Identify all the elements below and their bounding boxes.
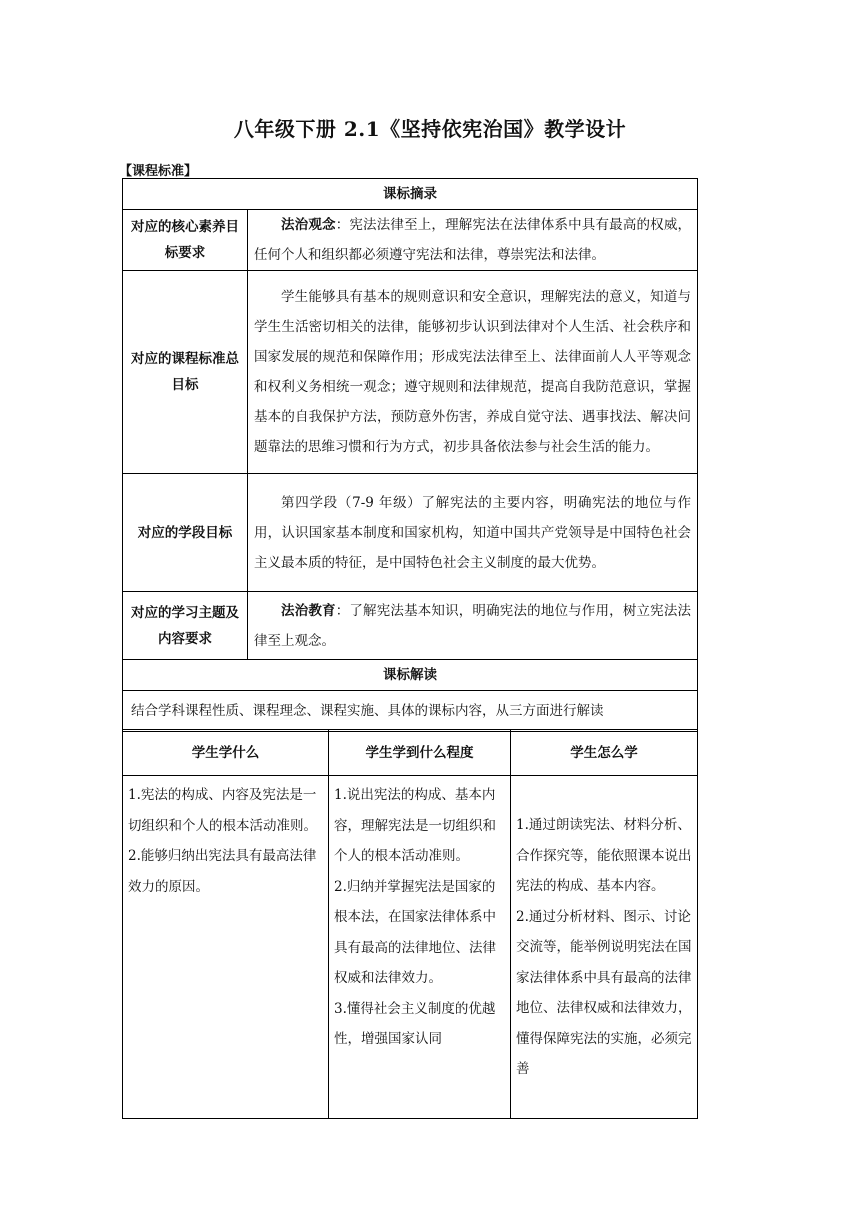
interpretation-columns-table [122, 729, 698, 1119]
list-item: 1.宪法的构成、内容及宪法是一切组织和个人的根本活动准则。 [128, 787, 317, 834]
list-item: 2.归纳并掌握宪法是国家的根本法，在国家法律体系中具有最高的法律地位、法律权威和法律效力。 [334, 878, 496, 986]
row-label-learning-theme: 对应的学习主题及内容要求 [123, 592, 248, 660]
row-content-stage-goal [248, 474, 698, 592]
row-content-overall-goal [248, 271, 698, 474]
bold-lead: 法治教育 [281, 602, 336, 619]
standards-excerpt-table [122, 178, 698, 732]
column-how-content [511, 776, 698, 1119]
row-content-core-literacy [248, 210, 698, 271]
row-text: 第四学段（7-9 年级）了解宪法的主要内容，明确宪法的地位与作用，认识国家基本制度和国家机构，知道中国共产党领导是中国特色社会主义最本质的特征，是中国特色社会主义制度的最大优势。 [254, 494, 691, 571]
bold-lead: 法治观念 [281, 217, 336, 233]
list-item: 2.能够归纳出宪法具有最高法律效力的原因。 [128, 848, 317, 895]
row-label-stage-goal: 对应的学段目标 [123, 474, 248, 592]
column-header-what: 学生学什么 [123, 730, 329, 776]
column-degree-content [329, 776, 511, 1119]
column-header-degree: 学生学到什么程度 [329, 730, 511, 776]
row-text: ：了解宪法基本知识，明确宪法的地位与作用，树立宪法法律至上观念。 [254, 602, 692, 649]
row-text: ：宪法法律至上，理解宪法在法律体系中具有最高的权威，任何个人和组织都必须遵守宪法和法律，尊崇宪法和法律。 [254, 217, 692, 263]
list-item: 1.说出宪法的构成、基本内容，理解宪法是一切组织和个人的根本活动准则。 [334, 787, 496, 864]
column-what-content [123, 776, 329, 1119]
row-label-core-literacy: 对应的核心素养目标要求 [123, 210, 248, 271]
excerpt-header: 课标摘录 [123, 179, 698, 210]
row-text: 学生能够具有基本的规则意识和安全意识，理解宪法的意义，知道与学生生活密切相关的法律，能够初步认识到法律对个人生活、社会秩序和国家发展的规范和保障作用；形成宪法法律至上、法律面前人人平等观念和权利义务相统一观念；遵守规则和法律规范，提高自我防范意识，掌握基本的自我保护方法，预防意外伤害，养成自觉守法、遇事找法、解决问题靠法的思维习惯和行为方式，初步具备依法参与社会生活的能力。 [254, 289, 691, 455]
interpretation-header: 课标解读 [123, 660, 698, 691]
list-item: 1.通过朗读宪法、材料分析、合作探究等，能依照课本说出宪法的构成、基本内容。 [516, 817, 692, 894]
list-item: 2.通过分析材料、图示、讨论交流等，能举例说明宪法在国家法律体系中具有最高的法律地位、法律权威和法律效力，懂得保障宪法的实施，必须完善 [516, 908, 692, 1077]
row-label-overall-goal: 对应的课程标准总目标 [123, 271, 248, 474]
section-label-curriculum-standard: 【课程标准】 [119, 164, 198, 179]
row-content-learning-theme [248, 592, 698, 660]
interpretation-intro: 结合学科课程性质、课程理念、课程实施、具体的课标内容，从三方面进行解读 [123, 691, 698, 732]
list-item: 3.懂得社会主义制度的优越性，增强国家认同 [334, 1000, 496, 1047]
document-title: 八年级下册 2.1《坚持依宪治国》教学设计 [233, 117, 627, 141]
column-header-how: 学生怎么学 [511, 730, 698, 776]
